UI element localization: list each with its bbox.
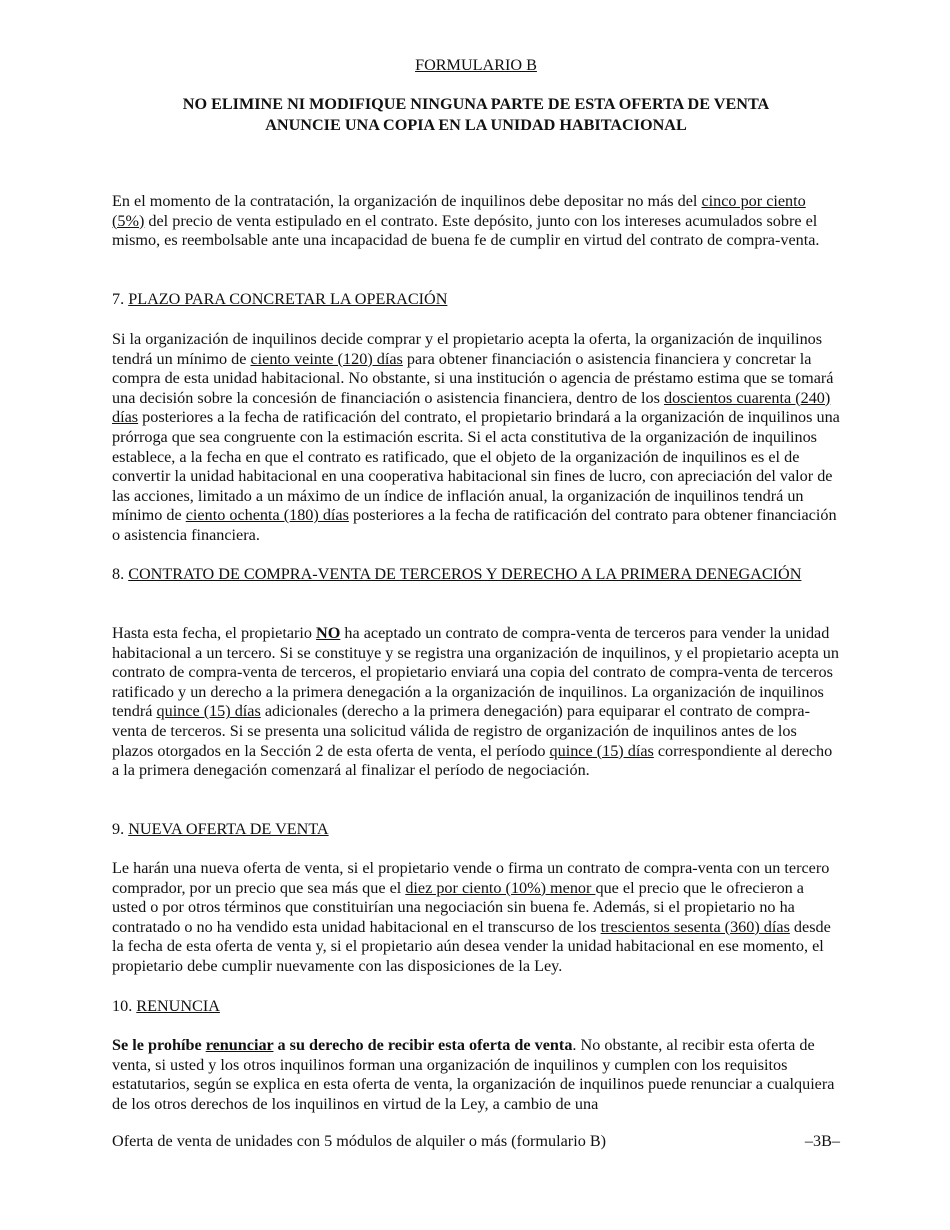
s10-bold-underlined: renunciar — [205, 1036, 274, 1054]
intro-underlined-1: cinco por ciento (5%) — [112, 192, 806, 230]
s9-text-3: desde la fecha de esta oferta de venta y, si el propietario aún desea vender la unidad habitacional en ese momento, el propietario debe cumplir nuevamente con las disposiciones de la Ley. — [112, 917, 831, 975]
s9-text-2: que el precio que le ofrecieron a usted o por otros términos que constituirían una negociación sin buena fe. Además, si el propietario no ha contratado o no ha vendido esta unidad habitacional en el transcurso de los — [112, 878, 804, 936]
s9-text-1: Le harán una nueva oferta de venta, si el propietario vende o firma un contrato de compra-venta con un tercero comprador, por un precio que sea más que el — [112, 859, 830, 897]
page-footer — [112, 1132, 840, 1152]
footer-title: Oferta de venta de unidades con 5 módulos de alquiler o más (formulario B) — [112, 1132, 607, 1150]
s8-text-3: adicionales (derecho a la primera denegación) para equiparar el contrato de compra-venta de terceros. Si se presenta una solicitud válida de registro de organización de inquilinos antes de los plazos otorgados en la Sección 2 de esta oferta de venta, el período — [112, 702, 810, 760]
s7-underlined-2: doscientos cuarenta (240) días — [112, 388, 831, 427]
s7-underlined-1: ciento veinte (120) días — [250, 349, 403, 368]
intro-text-2: del precio de venta estipulado en el contrato. Este depósito, junto con los intereses acumulados sobre el mismo, es reembolsable ante una incapacidad de buena fe de cumplir en virtud del contrato de compra-venta. — [112, 211, 820, 250]
s8-text-4: correspondiente al derecho a la primera denegación comenzará al finalizar el período de negociación. — [112, 741, 833, 780]
s8-text-2: ha aceptado un contrato de compra-venta de terceros para vender la unidad habitacional a un tercero. Si se constituye y se registra una organización de inquilinos, y el propietario acepta un contrato de compra-venta de terceros, el propietario enviará una copia del contrato de compra-venta de terceros ratificado y un derecho a la primera denegación a la organización de inquilinos. La organización de inquilinos tendrá — [112, 624, 839, 721]
section-8-title: CONTRATO DE COMPRA-VENTA DE TERCEROS Y DERECHO A LA PRIMERA DENEGACIÓN — [128, 565, 802, 583]
section-8-heading — [112, 565, 840, 585]
intro-text-1: En el momento de la contratación, la organización de inquilinos debe depositar no más del — [112, 192, 702, 210]
section-10-title: RENUNCIA — [136, 997, 220, 1015]
section-8-paragraph — [112, 624, 840, 781]
s10-text-1: . No obstante, al recibir esta oferta de venta, si usted y los otros inquilinos forman una organización de inquilinos y cumplen con los requisitos estatutarios, según se explica en esta oferta de venta, la organización de inquilinos puede renunciar a cualquiera de los otros derechos de los inquilinos en virtud de la Ley, a cambio de una — [112, 1036, 835, 1113]
s10-bold-2: a su derecho de recibir esta oferta de venta — [273, 1036, 573, 1054]
section-8-number: 8. — [112, 565, 129, 583]
warning-line-2: ANUNCIE UNA COPIA EN LA UNIDAD HABITACIONAL — [265, 116, 687, 134]
section-9-heading — [112, 820, 840, 840]
section-10-number: 10. — [112, 997, 137, 1015]
s10-bold-1: Se le prohíbe — [112, 1036, 206, 1054]
warning-line-1: NO ELIMINE NI MODIFIQUE NINGUNA PARTE DE ESTA OFERTA DE VENTA — [182, 95, 770, 113]
s7-underlined-3: ciento ochenta (180) días — [185, 506, 349, 525]
section-7-number: 7. — [112, 290, 129, 308]
s7-text-2: para obtener financiación o asistencia financiera y concretar la compra de esta unidad habitacional. No obstante, si una institución o agencia de préstamo estima que se tomará una decisión sobre la concesión de financiación o asistencia financiera, dentro de los — [112, 349, 834, 407]
s7-text-3: posteriores a la fecha de ratificación del contrato, el propietario brindará a la organización de inquilinos una prórroga que sea congruente con la estimación escrita. Si el acta constitutiva de la organización de inquilinos establece, a la fecha en que el contrato es ratificado, que el objeto de la organización de inquilinos es el de convertir la unidad habitacional en una cooperativa habitacional sin fines de lucro, con apreciación del valor de las acciones, limitado a un máximo de un índice de inflación anual, la organización de inquilinos tendrá un mínimo de — [112, 408, 840, 525]
section-7-paragraph — [112, 330, 840, 546]
s8-underlined-1: quince (15) días — [156, 702, 261, 721]
intro-paragraph — [112, 192, 840, 251]
form-title: FORMULARIO B — [415, 56, 537, 74]
s9-underlined-2: trescientos sesenta (360) días — [600, 917, 790, 936]
section-9-title: NUEVA OFERTA DE VENTA — [128, 820, 329, 838]
section-9-paragraph — [112, 859, 840, 977]
page-number: –3B– — [804, 1132, 840, 1150]
s7-text-1: Si la organización de inquilinos decide comprar y el propietario acepta la oferta, la organización de inquilinos tendrá un mínimo de — [112, 330, 823, 368]
section-7-title: PLAZO PARA CONCRETAR LA OPERACIÓN — [128, 290, 448, 308]
s8-bold-no: NO — [316, 624, 341, 642]
s8-underlined-2: quince (15) días — [549, 741, 654, 760]
section-7-heading — [112, 290, 840, 310]
section-10-paragraph — [112, 1036, 840, 1114]
warning-heading — [112, 94, 840, 136]
s9-underlined-1: diez por ciento (10%) menor — [405, 878, 596, 897]
s7-text-4: posteriores a la fecha de ratificación del contrato para obtener financiación o asistencia financiera. — [112, 506, 837, 544]
section-10-heading — [112, 997, 840, 1017]
section-9-number: 9. — [112, 820, 129, 838]
s8-text-1: Hasta esta fecha, el propietario — [112, 624, 317, 642]
